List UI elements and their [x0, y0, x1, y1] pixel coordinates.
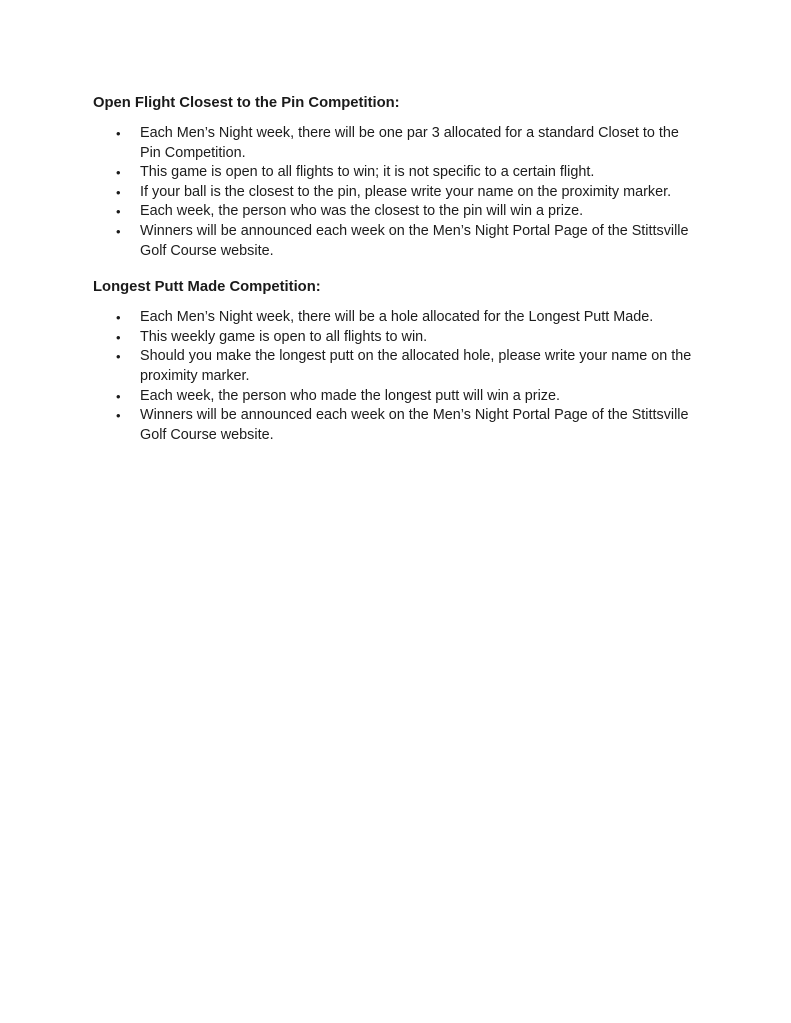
bullet-text: Each week, the person who made the longest putt will win a prize. [140, 387, 560, 404]
list-item [93, 183, 695, 203]
bullet-text: Each Men’s Night week, there will be a hole allocated for the Longest Putt Made. [140, 309, 654, 326]
bullet-icon: • [116, 310, 121, 326]
bullet-icon: • [116, 204, 121, 220]
bullet-text: Winners will be announced each week on the Men’s Night Portal Page of the Stittsville Golf Course website. [140, 407, 689, 443]
bullet-icon: • [116, 165, 121, 181]
bullet-text: This weekly game is open to all flights to win. [140, 328, 428, 345]
list-item [93, 328, 695, 348]
list-item [93, 222, 695, 261]
list-item [93, 347, 695, 386]
bullet-text: Should you make the longest putt on the allocated hole, please write your name on the proximity marker. [140, 348, 692, 384]
bullet-list [93, 308, 695, 445]
section-heading: Open Flight Closest to the Pin Competition: [93, 95, 400, 111]
list-item [93, 202, 695, 222]
bullet-text: Each week, the person who was the closest to the pin will win a prize. [140, 203, 584, 220]
list-item [93, 163, 695, 183]
section-closest-to-pin [93, 93, 695, 261]
bullet-text: This game is open to all flights to win; it is not specific to a certain flight. [140, 164, 595, 181]
bullet-icon: • [116, 408, 121, 424]
bullet-icon: • [116, 329, 121, 345]
bullet-text: Winners will be announced each week on the Men’s Night Portal Page of the Stittsville Golf Course website. [140, 222, 689, 259]
list-item [93, 406, 695, 445]
section-heading: Longest Putt Made Competition: [93, 279, 321, 296]
bullet-icon: • [116, 223, 121, 239]
bullet-icon: • [116, 388, 121, 404]
bullet-list [93, 124, 695, 261]
bullet-icon: • [116, 349, 121, 365]
list-item [93, 308, 695, 328]
bullet-icon: • [116, 184, 121, 200]
list-item [93, 387, 695, 407]
list-item [93, 124, 695, 163]
bullet-text: If your ball is the closest to the pin, please write your name on the proximity marker. [140, 183, 672, 200]
bullet-icon: • [116, 126, 121, 141]
document-content [93, 93, 695, 461]
section-longest-putt [93, 277, 695, 445]
bullet-text: Each Men’s Night week, there will be one par 3 allocated for a standard Closet to the Pin Competition. [140, 125, 679, 161]
